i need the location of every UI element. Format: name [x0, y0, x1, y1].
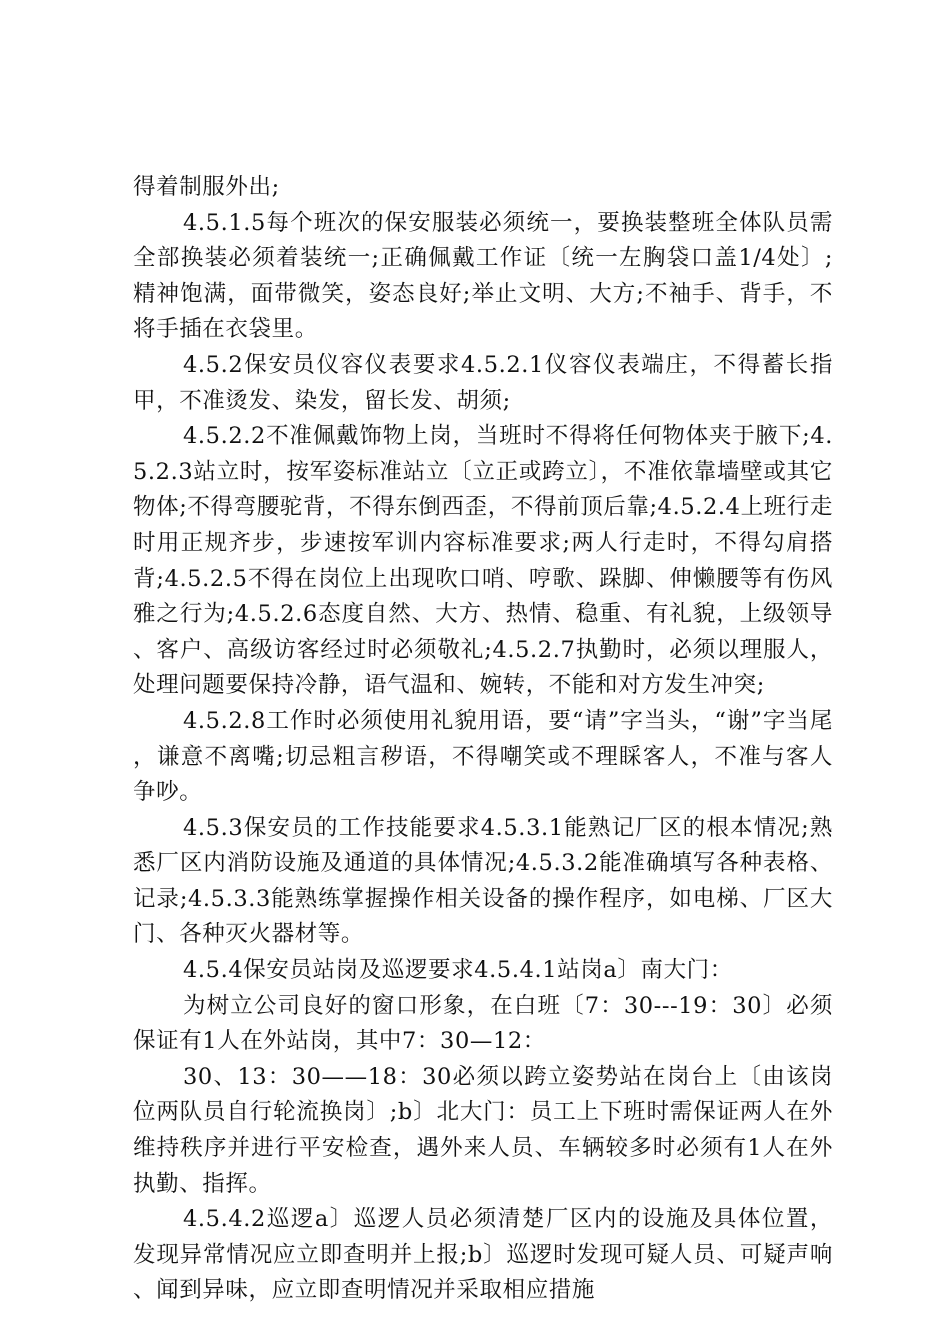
paragraph-6: 4.5.3保安员的工作技能要求4.5.3.1能熟记厂区的根本情况;熟悉厂区内消防设施及通道的具体情况;4.5.3.2能准确填写各种表格、记录;4.5.3.3能熟练掌握操作相关设备的操作程序，如电梯、厂区大门、各种灭火器材等。: [133, 814, 833, 948]
paragraph-7: 4.5.4保安员站岗及巡逻要求4.5.4.1站岗a〕南大门：: [183, 957, 733, 984]
paragraph-5: 4.5.2.8工作时必须使用礼貌用语，要“请”字当头，“谢”字当尾，谦意不离嘴;切忌粗言秽语，不得嘲笑或不理睬客人，不准与客人争吵。: [133, 707, 833, 806]
paragraph-3: 4.5.2保安员仪容仪表要求4.5.2.1仪容仪表端庄，不得蓄长指甲，不准烫发、染发，留长发、胡须;: [133, 351, 833, 414]
paragraph-10: 4.5.4.2巡逻a〕巡逻人员必须清楚厂区内的设施及具体位置，发现异常情况应立即查明并上报;b〕巡逻时发现可疑人员、可疑声响、闻到异味，应立即查明情况并采取相应措施: [133, 1206, 833, 1304]
paragraph-2: 4.5.1.5每个班次的保安服装必须统一，要换装整班全体队员需全部换装必须着装统一;正确佩戴工作证〔统一左胸袋口盖1/4处〕;精神饱满，面带微笑，姿态良好;举止文明、大方;不袖手、背手，不将手插在衣袋里。: [133, 209, 833, 343]
document-body: [133, 170, 833, 1309]
paragraph-1: 得着制服外出;: [133, 174, 280, 200]
paragraph-4: 4.5.2.2不准佩戴饰物上岗，当班时不得将任何物体夹于腋下;4.5.2.3站立时，按军姿标准站立〔立正或跨立〕，不准依靠墙壁或其它物体;不得弯腰驼背，不得东倒西歪，不得前顶后靠;4.5.2.4上班行走时用正规齐步，步速按军训内容标准要求;两人行走时，不得勾肩搭背;4.5.2.5不得在岗位上出现吹口哨、哼歌、跺脚、伸懒腰等有伤风雅之行为;4.5.2.6态度自然、大方、热情、稳重、有礼貌，上级领导、客户、高级访客经过时必须敬礼;4.5.2.7执勤时，必须以理服人，处理问题要保持冷静，语气温和、婉转，不能和对方发生冲突;: [133, 423, 833, 699]
paragraph-8: 为树立公司良好的窗口形象，在白班〔7：30---19：30〕必须保证有1人在外站岗，其中7：30—12：: [133, 992, 833, 1055]
paragraph-9: 30、13：30——18：30必须以跨立姿势站在岗台上〔由该岗位两队员自行轮流换岗〕;b〕北大门：员工上下班时需保证两人在外维持秩序并进行平安检查，遇外来人员、车辆较多时必须有1人在外执勤、指挥。: [133, 1063, 833, 1197]
